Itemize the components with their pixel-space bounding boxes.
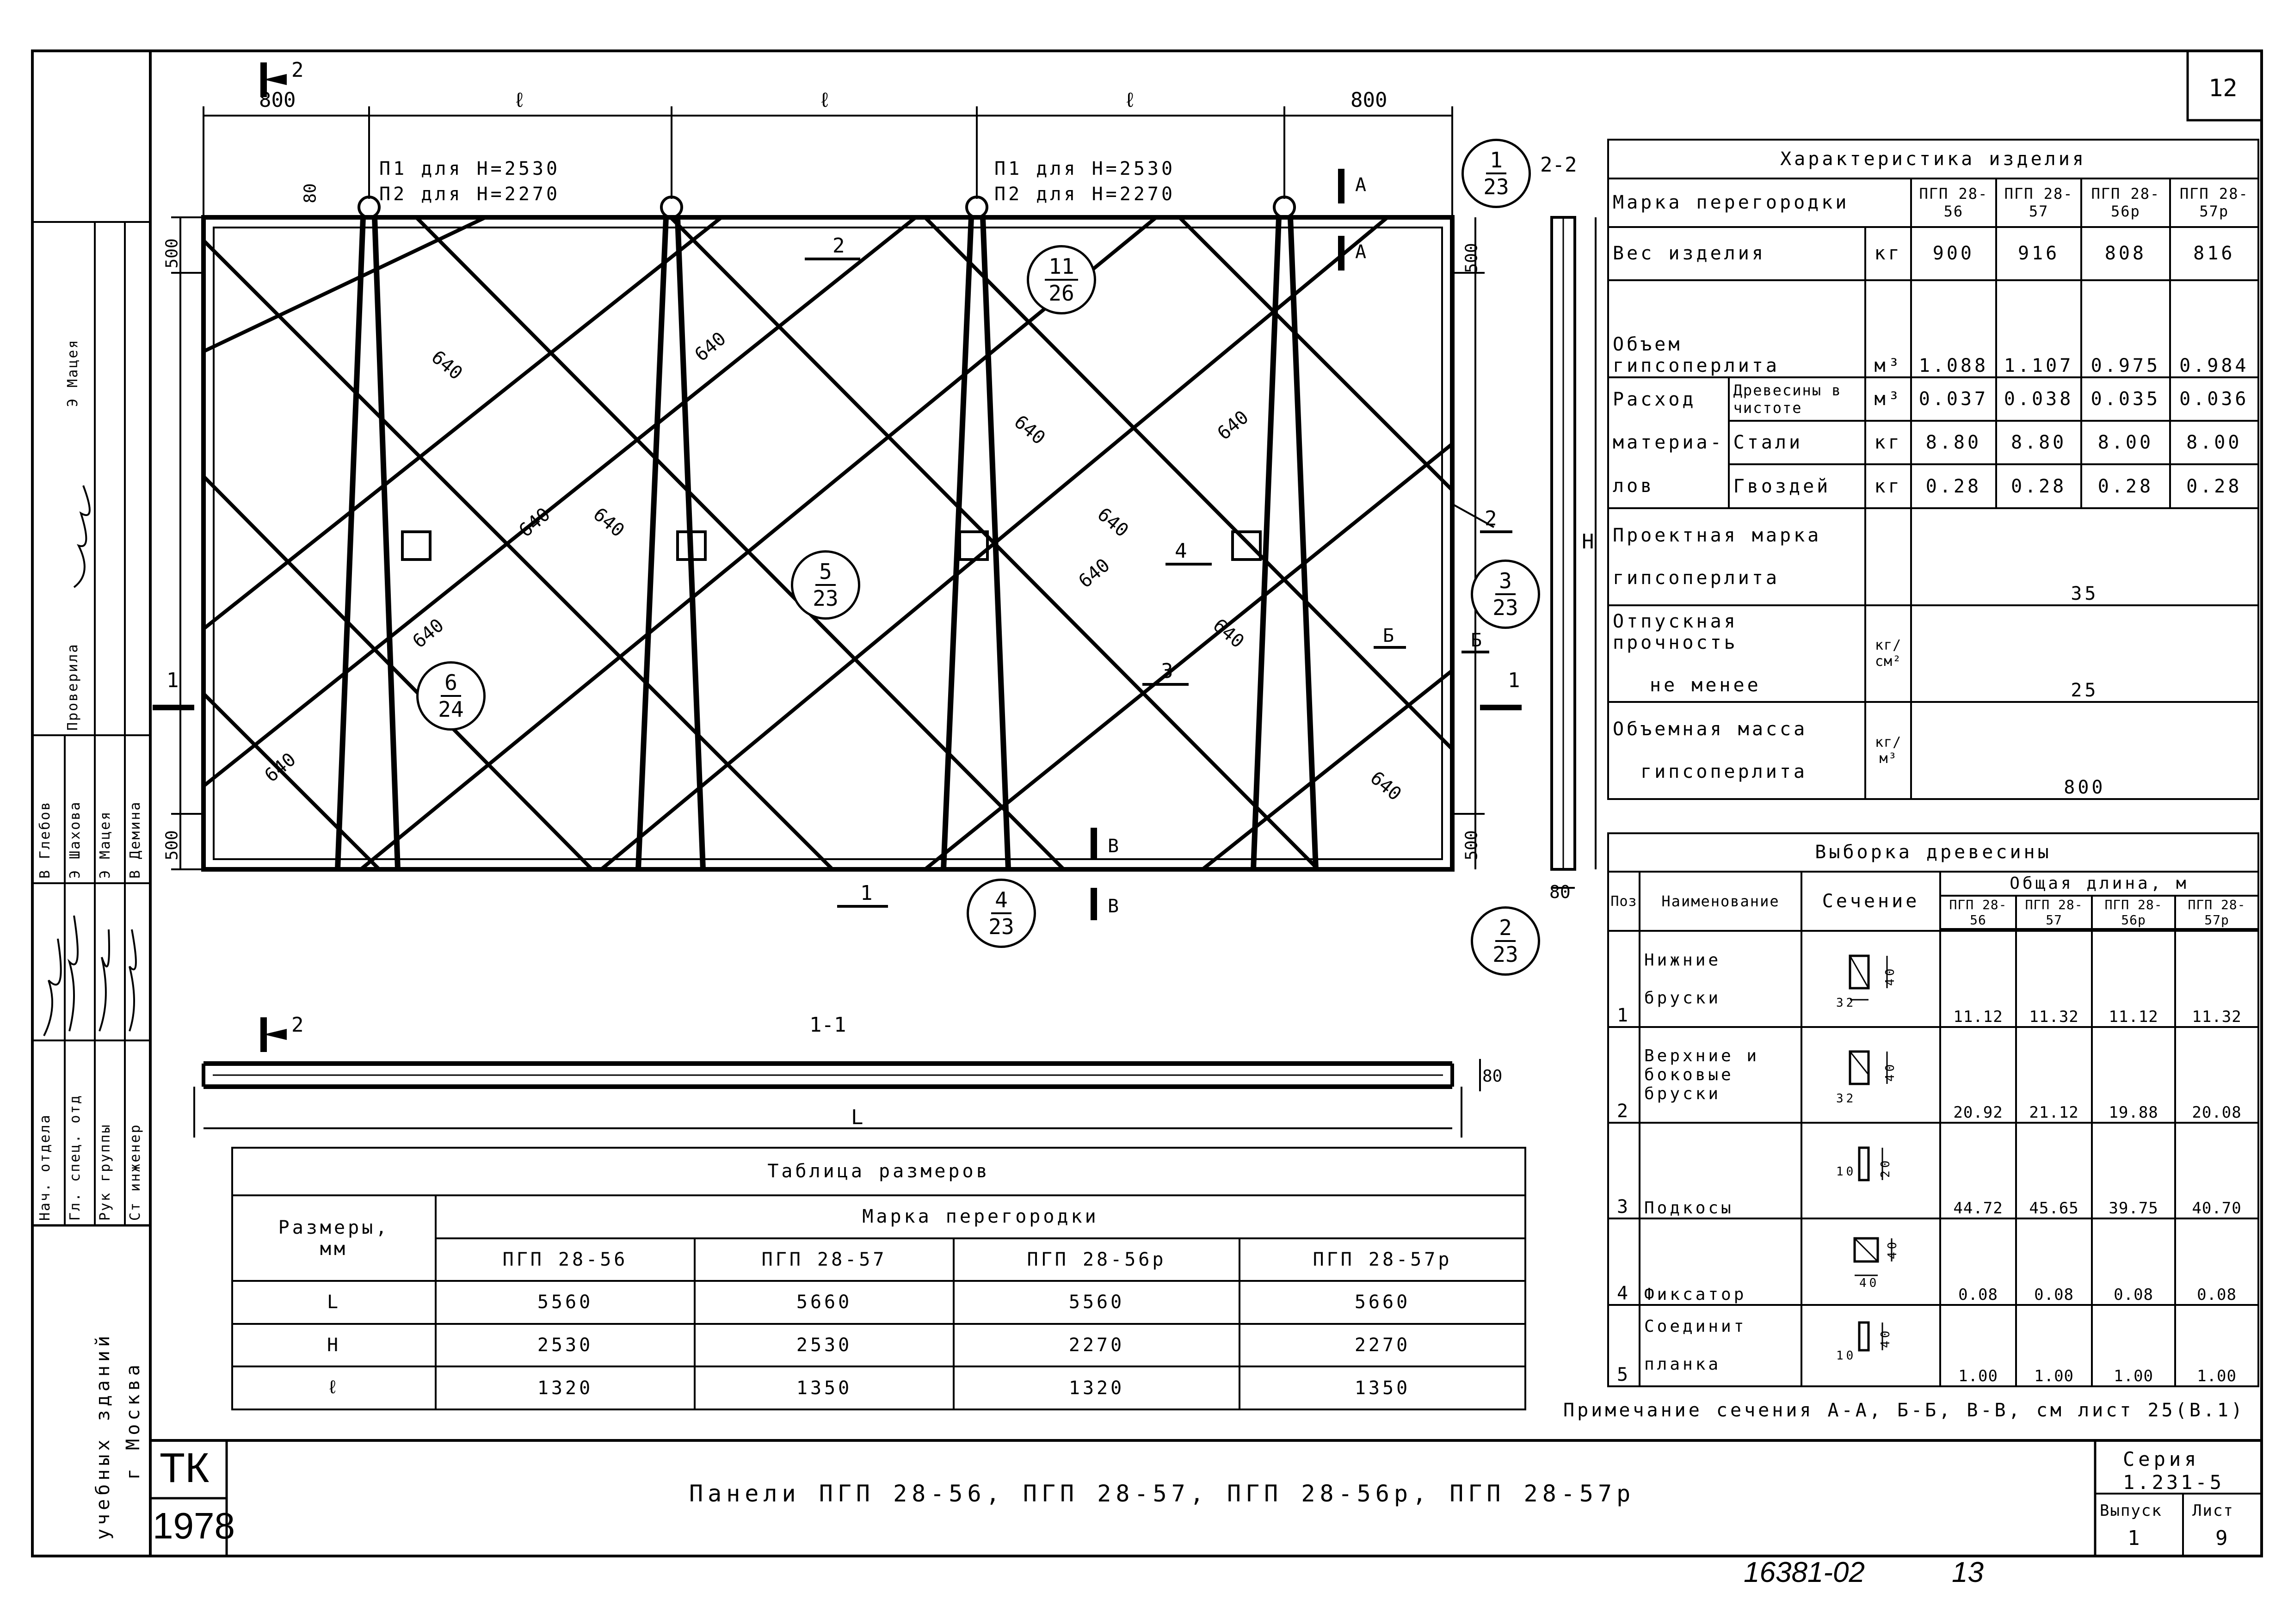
ref-circle-4-23: 4 23	[967, 879, 1036, 948]
svg-text:10: 10	[1836, 1164, 1856, 1179]
char-unit: кг	[1865, 464, 1911, 508]
wood-pos: 5	[1608, 1305, 1640, 1386]
cut-label-2-bottom: 2	[291, 1013, 304, 1037]
char-cell: 0.984	[2170, 280, 2258, 377]
wood-cell: 0.08	[2016, 1218, 2092, 1305]
wood-cell: 0.08	[1940, 1218, 2016, 1305]
char-cell: 0.975	[2081, 280, 2170, 377]
wood-name: Подкосы	[1640, 1123, 1801, 1218]
diag-640-1: 640	[427, 346, 467, 384]
char-mark: ПГП 28-56	[1911, 178, 1996, 227]
diag-640-2: 640	[691, 328, 730, 366]
size-cell: 5660	[695, 1281, 954, 1324]
table-row	[232, 1366, 1525, 1409]
char-cell: 0.036	[2170, 377, 2258, 421]
char-cell: 816	[2170, 227, 2258, 280]
char-head-label: Марка перегородки	[1608, 178, 1911, 227]
pos-label-2-right: 2	[1485, 507, 1497, 530]
ref-circle-3-23: 3 23	[1471, 560, 1540, 629]
wood-mark: ПГП 28-57р	[2175, 896, 2258, 929]
char-single-label: Отпускная прочность не менее	[1608, 605, 1865, 702]
ref-circle-11-26: 11 26	[1027, 245, 1096, 314]
svg-text:40: 40	[1886, 1239, 1899, 1260]
wood-cell: 0.08	[2092, 1218, 2175, 1305]
char-cell: 0.035	[2081, 377, 2170, 421]
char-row-label: Гвоздей	[1729, 464, 1866, 508]
wood-cell: 1.00	[2175, 1305, 2258, 1386]
wood-table	[1607, 832, 2259, 1387]
svg-text:32: 32	[1836, 996, 1856, 1010]
char-cell: 8.80	[1996, 421, 2081, 464]
dim-right-800: 800	[1350, 88, 1388, 112]
size-table	[231, 1147, 1526, 1410]
archive-stamp: 16381-02	[1744, 1556, 1865, 1588]
table-row	[1608, 280, 2258, 377]
size-mark: ПГП 28-56р	[954, 1238, 1240, 1281]
char-cell: 8.00	[2170, 421, 2258, 464]
char-single-value: 800	[1911, 702, 2258, 799]
char-row-label: Вес изделия	[1608, 227, 1865, 280]
wood-name: Верхние и боковые бруски	[1640, 1027, 1801, 1123]
svg-text:40: 40	[1859, 1276, 1880, 1291]
diag-640-3: 640	[515, 504, 555, 541]
role-3: Рук группы	[97, 1123, 113, 1221]
length-label: L	[851, 1106, 863, 1129]
size-cell: 1320	[954, 1366, 1240, 1409]
wood-cell: 19.88	[2092, 1027, 2175, 1123]
series-label: Серия	[2123, 1448, 2200, 1470]
wood-cell: 40.70	[2175, 1123, 2258, 1218]
callout-b-right: Б	[1471, 630, 1482, 651]
wood-cell: 11.32	[2175, 931, 2258, 1027]
char-unit: кг	[1865, 227, 1911, 280]
wood-mark: ПГП 28-56	[1940, 896, 2016, 929]
char-cell: 0.28	[2081, 464, 2170, 508]
char-cell: 1.107	[1996, 280, 2081, 377]
char-cell: 0.28	[1996, 464, 2081, 508]
wood-section	[1801, 1027, 1940, 1123]
char-row-label: Древесины в чистоте	[1729, 377, 1866, 421]
wood-pos: 3	[1608, 1123, 1640, 1218]
wood-section	[1801, 1305, 1940, 1386]
wood-cell: 1.00	[1940, 1305, 2016, 1386]
size-key: L	[232, 1281, 436, 1324]
section-1-1-label: 1-1	[809, 1013, 846, 1037]
pos-label-2-top: 2	[832, 234, 845, 258]
wood-cell: 39.75	[2092, 1123, 2175, 1218]
sheet-note: Примечание сечения А-А, Б-Б, В-В, см лист 25(В.1)	[1563, 1400, 2245, 1421]
wood-cell: 0.08	[2175, 1218, 2258, 1305]
dim-side-top-left: 500	[162, 238, 182, 269]
char-mark: ПГП 28-56р	[2081, 178, 2170, 227]
char-cell: 900	[1911, 227, 1996, 280]
section-sketch	[1836, 1134, 1906, 1203]
pos-label-1: 1	[860, 881, 873, 905]
size-key: Н	[232, 1324, 436, 1367]
char-cell: 808	[2081, 227, 2170, 280]
table-row	[1608, 421, 2258, 464]
char-consumption-label: Расход	[1608, 377, 1729, 421]
checked-label: Проверила	[65, 643, 81, 731]
size-cell: 2270	[1240, 1324, 1525, 1367]
wood-section	[1801, 931, 1940, 1027]
char-cell: 0.28	[2170, 464, 2258, 508]
sheet-title: Панели ПГП 28-56, ПГП 28-57, ПГП 28-56р, ПГП 28-57р	[689, 1480, 1635, 1507]
loop-note-right-2: П2 для Н=2270	[994, 184, 1176, 205]
sheet-corner-number: 12	[2208, 74, 2238, 102]
wood-cell: 20.08	[2175, 1027, 2258, 1123]
characteristics-table	[1607, 139, 2259, 800]
size-cell: 2530	[695, 1324, 954, 1367]
ref-circle-1-23: 1 23	[1462, 139, 1531, 208]
callout-a-top: А	[1355, 174, 1367, 196]
section-sketch	[1836, 1038, 1906, 1107]
wood-head-name: Наименование	[1640, 872, 1801, 931]
svg-text:40: 40	[1879, 1328, 1893, 1348]
wood-head-section: Сечение	[1801, 872, 1940, 931]
char-mark: ПГП 28-57	[1996, 178, 2081, 227]
char-cell: 0.038	[1996, 377, 2081, 421]
wood-name: Фиксатор	[1640, 1218, 1801, 1305]
callout-v-bottom: В	[1108, 896, 1119, 917]
svg-text:10: 10	[1836, 1348, 1856, 1363]
char-unit: м³	[1865, 280, 1911, 377]
diag-640-10: 640	[1074, 554, 1114, 592]
archive-page: 13	[1952, 1556, 1984, 1588]
size-mark: ПГП 28-56	[436, 1238, 695, 1281]
cut-label-2-top: 2	[291, 58, 304, 82]
diag-640-8: 640	[1213, 406, 1253, 444]
role-4: Ст инженер	[127, 1123, 143, 1221]
char-cell: 8.80	[1911, 421, 1996, 464]
size-mark: ПГП 28-57	[695, 1238, 954, 1281]
char-cell: 916	[1996, 227, 2081, 280]
dim-gap-80: 80	[301, 183, 320, 203]
char-unit: кг/м³	[1865, 702, 1911, 799]
svg-text:32: 32	[1836, 1092, 1856, 1106]
section-thickness-80: 80	[1482, 1067, 1503, 1086]
char-row-label: Объем гипсоперлита	[1608, 280, 1865, 377]
table-row	[1608, 464, 2258, 508]
callout-b-left: Б	[1383, 625, 1394, 646]
diag-640-4: 640	[589, 504, 629, 541]
char-cell: 8.00	[2081, 421, 2170, 464]
cut-label-1-right: 1	[1508, 669, 1520, 692]
checked-name: Э Мацея	[65, 338, 81, 407]
diag-640-5: 640	[408, 615, 448, 652]
table-row	[1608, 1027, 2258, 1123]
table-row	[1608, 605, 2258, 702]
role-2: Гл. спец. отд	[67, 1094, 83, 1221]
svg-text:20: 20	[1879, 1157, 1893, 1178]
dim-l-1: ℓ	[513, 88, 526, 112]
wood-mark: ПГП 28-57	[2016, 896, 2092, 929]
svg-text:40: 40	[1883, 966, 1897, 986]
wood-section	[1801, 1218, 1940, 1305]
size-cell: 1350	[695, 1366, 954, 1409]
org-line-2: г Москва	[123, 1361, 144, 1480]
wood-name: Нижние бруски	[1640, 931, 1801, 1027]
size-cell: 1350	[1240, 1366, 1525, 1409]
table-row	[1608, 1305, 2258, 1386]
wood-pos: 2	[1608, 1027, 1640, 1123]
size-table-title: Таблица размеров	[232, 1148, 1525, 1195]
side-thickness-80: 80	[1549, 882, 1571, 902]
table-row	[232, 1324, 1525, 1367]
char-single-value: 25	[1911, 605, 2258, 702]
wood-cell: 45.65	[2016, 1123, 2092, 1218]
role-1: Нач. отдела	[37, 1113, 53, 1221]
cut-label-1-left: 1	[166, 669, 179, 692]
list-value: 9	[2215, 1526, 2228, 1550]
section-sketch	[1836, 942, 1906, 1011]
char-title: Характеристика изделия	[1608, 140, 2258, 178]
diag-640-7: 640	[1010, 411, 1049, 449]
char-single-value: 35	[1911, 508, 2258, 605]
section-sketch	[1836, 1309, 1906, 1378]
table-row	[1608, 377, 2258, 421]
char-single-label: Объемная масса гипсоперлита	[1608, 702, 1865, 799]
size-mark: ПГП 28-57р	[1240, 1238, 1525, 1281]
char-cell: 1.088	[1911, 280, 1996, 377]
dim-left-800: 800	[259, 88, 296, 112]
char-mark: ПГП 28-57р	[2170, 178, 2258, 227]
size-cell: 5560	[436, 1281, 695, 1324]
name-3: Э Мацея	[97, 810, 113, 879]
pos-label-3: 3	[1161, 659, 1173, 683]
diag-640-6: 640	[260, 749, 300, 787]
wood-title: Выборка древесины	[1608, 833, 2258, 872]
table-row	[1608, 1218, 2258, 1305]
size-cell: 1320	[436, 1366, 695, 1409]
wood-cell: 21.12	[2016, 1027, 2092, 1123]
series-value: 1.231-5	[2123, 1471, 2225, 1494]
wood-cell: 11.12	[2092, 931, 2175, 1027]
height-label: Н	[1582, 530, 1594, 554]
issue-label: Выпуск	[2100, 1501, 2162, 1520]
dim-side-bottom-left: 500	[162, 830, 182, 861]
char-unit: м³	[1865, 377, 1911, 421]
wood-cell: 1.00	[2092, 1305, 2175, 1386]
callout-v-top: В	[1108, 836, 1119, 857]
size-cell: 2270	[954, 1324, 1240, 1367]
table-row	[1608, 508, 2258, 605]
dim-side-bottom-right: 500	[1462, 830, 1481, 861]
wood-head-total: Общая длина, м	[1940, 872, 2258, 896]
section-2-2-label: 2-2	[1540, 153, 1577, 177]
char-row-label: Стали	[1729, 421, 1866, 464]
issue-value: 1	[2128, 1526, 2140, 1550]
ref-circle-2-23: 2 23	[1471, 906, 1540, 976]
loop-note-left-2: П2 для Н=2270	[379, 184, 561, 205]
diag-640-9: 640	[1093, 504, 1133, 541]
wood-cell: 11.32	[2016, 931, 2092, 1027]
size-cell: 2530	[436, 1324, 695, 1367]
diag-640-11: 640	[1209, 615, 1248, 652]
tk-label: ТК	[160, 1445, 210, 1491]
wood-cell: 20.92	[1940, 1027, 2016, 1123]
char-single-label: Проектная марка гипсоперлита	[1608, 508, 1865, 605]
char-unit: кг/см²	[1865, 605, 1911, 702]
dim-side-top-right: 500	[1462, 243, 1481, 273]
table-row	[1608, 702, 2258, 799]
loop-note-right-1: П1 для Н=2530	[994, 158, 1176, 179]
list-label: Лист	[2192, 1501, 2234, 1520]
ref-circle-6-24: 6 24	[416, 661, 486, 731]
section-sketch	[1836, 1224, 1906, 1294]
size-head-mark: Марка перегородки	[436, 1195, 1525, 1238]
size-cell: 5660	[1240, 1281, 1525, 1324]
char-consumption-label: материа-	[1608, 421, 1729, 464]
ref-circle-5-23: 5 23	[791, 550, 860, 620]
pos-label-4: 4	[1175, 539, 1187, 563]
wood-cell: 44.72	[1940, 1123, 2016, 1218]
wood-mark: ПГП 28-56р	[2092, 896, 2175, 929]
name-1: В Глебов	[37, 800, 53, 879]
table-row	[1608, 227, 2258, 280]
wood-pos: 1	[1608, 931, 1640, 1027]
size-cell: 5560	[954, 1281, 1240, 1324]
table-row	[1608, 1123, 2258, 1218]
org-line-1: учебных зданий	[92, 1332, 114, 1540]
wood-pos: 4	[1608, 1218, 1640, 1305]
svg-text:40: 40	[1883, 1061, 1897, 1082]
char-unit	[1865, 508, 1911, 605]
wood-name: Соединит планка	[1640, 1305, 1801, 1386]
year-label: 1978	[153, 1505, 235, 1546]
wood-cell: 11.12	[1940, 931, 2016, 1027]
name-4: В Демина	[127, 800, 143, 879]
loop-note-left-1: П1 для Н=2530	[379, 158, 561, 179]
callout-a-bottom: А	[1355, 241, 1367, 263]
char-cell: 0.037	[1911, 377, 1996, 421]
table-row	[1608, 931, 2258, 1027]
dim-l-3: ℓ	[1124, 88, 1136, 112]
char-consumption-label: лов	[1608, 464, 1729, 508]
wood-head-pos: Поз	[1608, 872, 1640, 931]
wood-section	[1801, 1123, 1940, 1218]
size-head-label: Размеры, мм	[232, 1195, 436, 1281]
size-key: ℓ	[232, 1366, 436, 1409]
char-unit: кг	[1865, 421, 1911, 464]
char-cell: 0.28	[1911, 464, 1996, 508]
name-2: Э Шахова	[67, 800, 83, 879]
table-row	[232, 1281, 1525, 1324]
diag-640-12: 640	[1366, 767, 1406, 805]
dim-l-2: ℓ	[819, 88, 831, 112]
wood-cell: 1.00	[2016, 1305, 2092, 1386]
